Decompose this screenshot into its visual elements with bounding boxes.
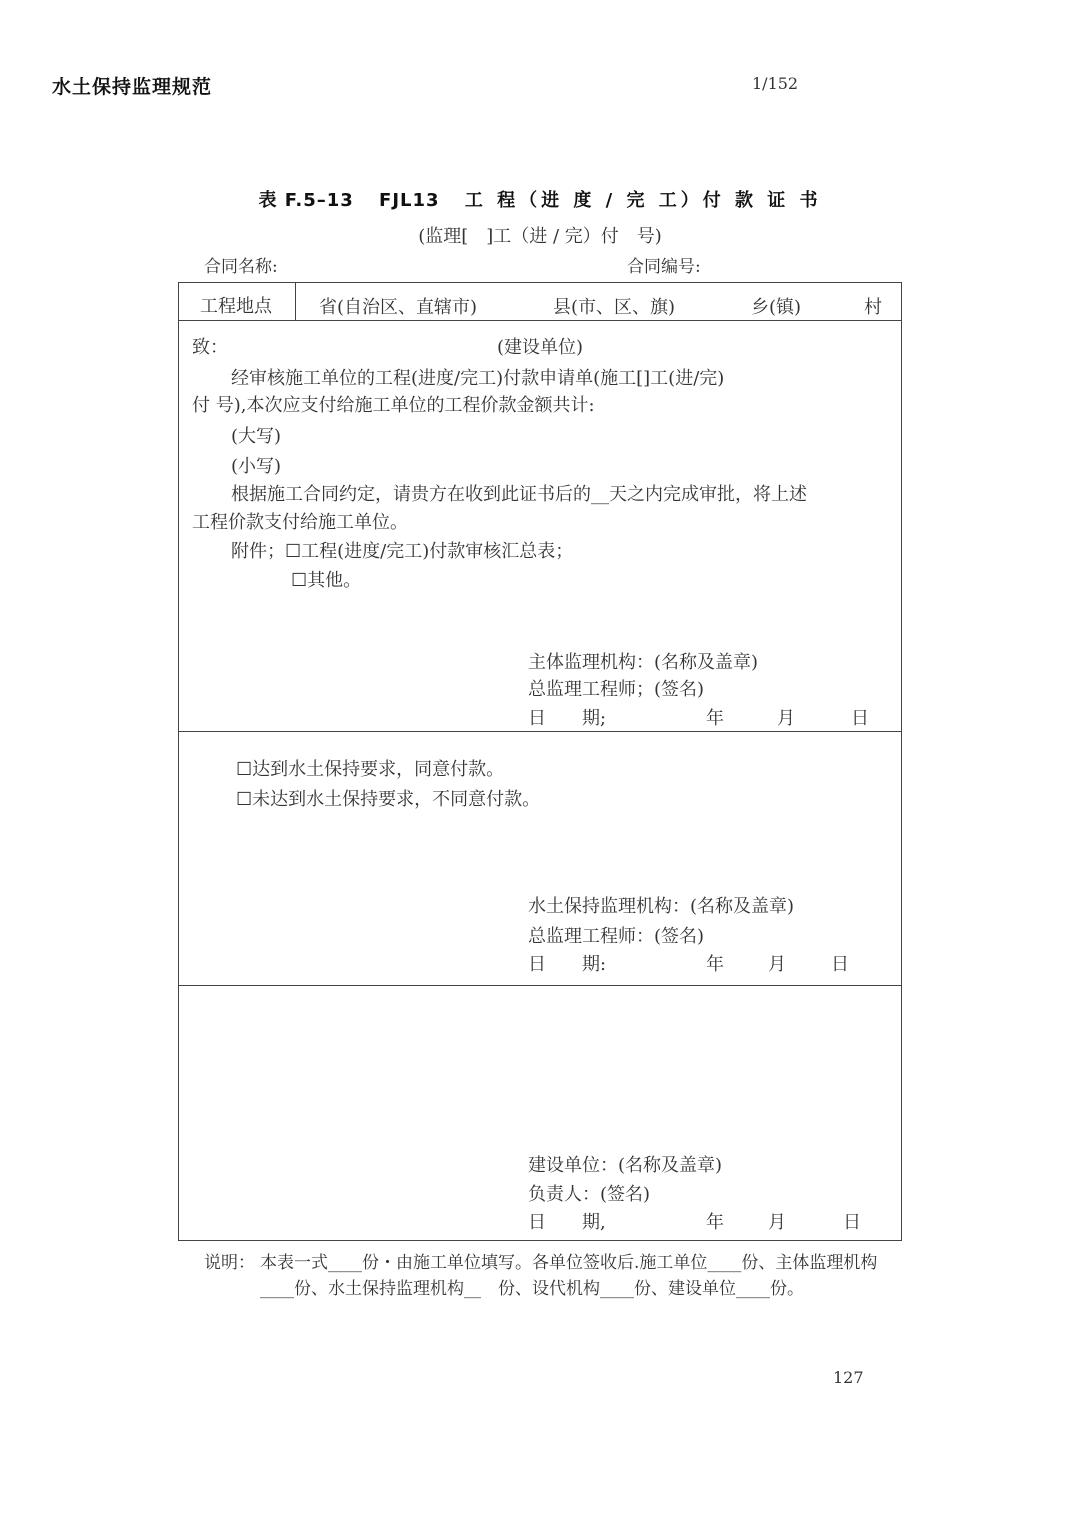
construction-unit-org: 建设单位：(名称及盖章) (528, 1155, 723, 1176)
date-year-2: 年 (706, 954, 724, 975)
para2-line1: 根据施工合同约定，请贵方在收到此证书后的__天之内完成审批，将上述 (231, 484, 807, 505)
form-subtitle: (监理[ ]工（进 / 完）付 号) (418, 226, 662, 247)
amount-upper: (大写) (231, 426, 282, 447)
note-text: 本表一式____份・由施工单位填写。各单位签收后.施工单位____份、主体监理机构____份、水土保持监理机构__ 份、设代机构____份、建设单位____份。 (260, 1253, 878, 1299)
chief-engineer-signature: 总监理工程师；(签名) (528, 679, 705, 700)
para1-line2: 付 号),本次应支付给施工单位的工程价款金额共计: (192, 395, 595, 416)
contract-name-label: 合同名称: (204, 257, 278, 277)
attachment-summary: 附件；☐工程(进度/完工)付款审核汇总表； (231, 541, 574, 562)
form-title (0, 186, 1080, 212)
to-label: 致： (192, 337, 228, 358)
location-county: 县(市、区、旗) (553, 297, 676, 318)
date-year: 年 (706, 708, 724, 729)
amount-lower: (小写) (231, 456, 282, 477)
location-township: 乡(镇) (751, 297, 802, 318)
note-label: 说明： (204, 1253, 255, 1273)
table-code: 表 F.5–13 (258, 190, 354, 211)
date-month-3: 月 (768, 1212, 786, 1233)
date-label-2: 日 期: (528, 954, 607, 975)
document-header-title: 水土保持监理规范 (52, 76, 213, 98)
date-day: 日 (851, 708, 869, 729)
to-unit: (建设单位) (497, 337, 584, 358)
soil-supervision-org: 水土保持监理机构：(名称及盖章) (528, 896, 795, 917)
date-month-2: 月 (768, 954, 786, 975)
form-code: FJL13 (379, 190, 440, 211)
date-label: 日 期; (528, 708, 607, 729)
date-day-3: 日 (843, 1212, 861, 1233)
chief-engineer-signature-2: 总监理工程师：(签名) (528, 926, 705, 947)
attachment-other: ☐其他。 (291, 570, 362, 591)
date-day-2: 日 (831, 954, 849, 975)
option-agree: ☐达到水土保持要求，同意付款。 (236, 759, 505, 780)
responsible-person-signature: 负责人：(签名) (528, 1184, 651, 1205)
main-supervision-org: 主体监理机构：(名称及盖章) (528, 652, 759, 673)
form-name: 工 程（进 度 / 完 工）付 款 证 书 (464, 190, 822, 211)
location-divider (295, 282, 296, 320)
row-divider-1 (178, 320, 902, 321)
para1-line1: 经审核施工单位的工程(进度/完工)付款申请单(施工[]工(进/完) (231, 368, 725, 389)
page-number: 127 (833, 1368, 864, 1387)
date-month: 月 (777, 708, 795, 729)
page-reference: 1/152 (752, 74, 799, 93)
para2-line2: 工程价款支付给施工单位。 (192, 512, 408, 533)
contract-no-label: 合同编号: (627, 257, 701, 277)
location-label: 工程地点 (200, 296, 272, 317)
option-disagree: ☐未达到水土保持要求，不同意付款。 (236, 789, 541, 810)
date-year-3: 年 (706, 1212, 724, 1233)
date-label-3: 日 期, (528, 1212, 606, 1233)
row-divider-3 (178, 985, 902, 986)
location-province: 省(自治区、直辖市) (319, 297, 478, 318)
location-village: 村 (864, 297, 882, 318)
row-divider-2 (178, 731, 902, 732)
